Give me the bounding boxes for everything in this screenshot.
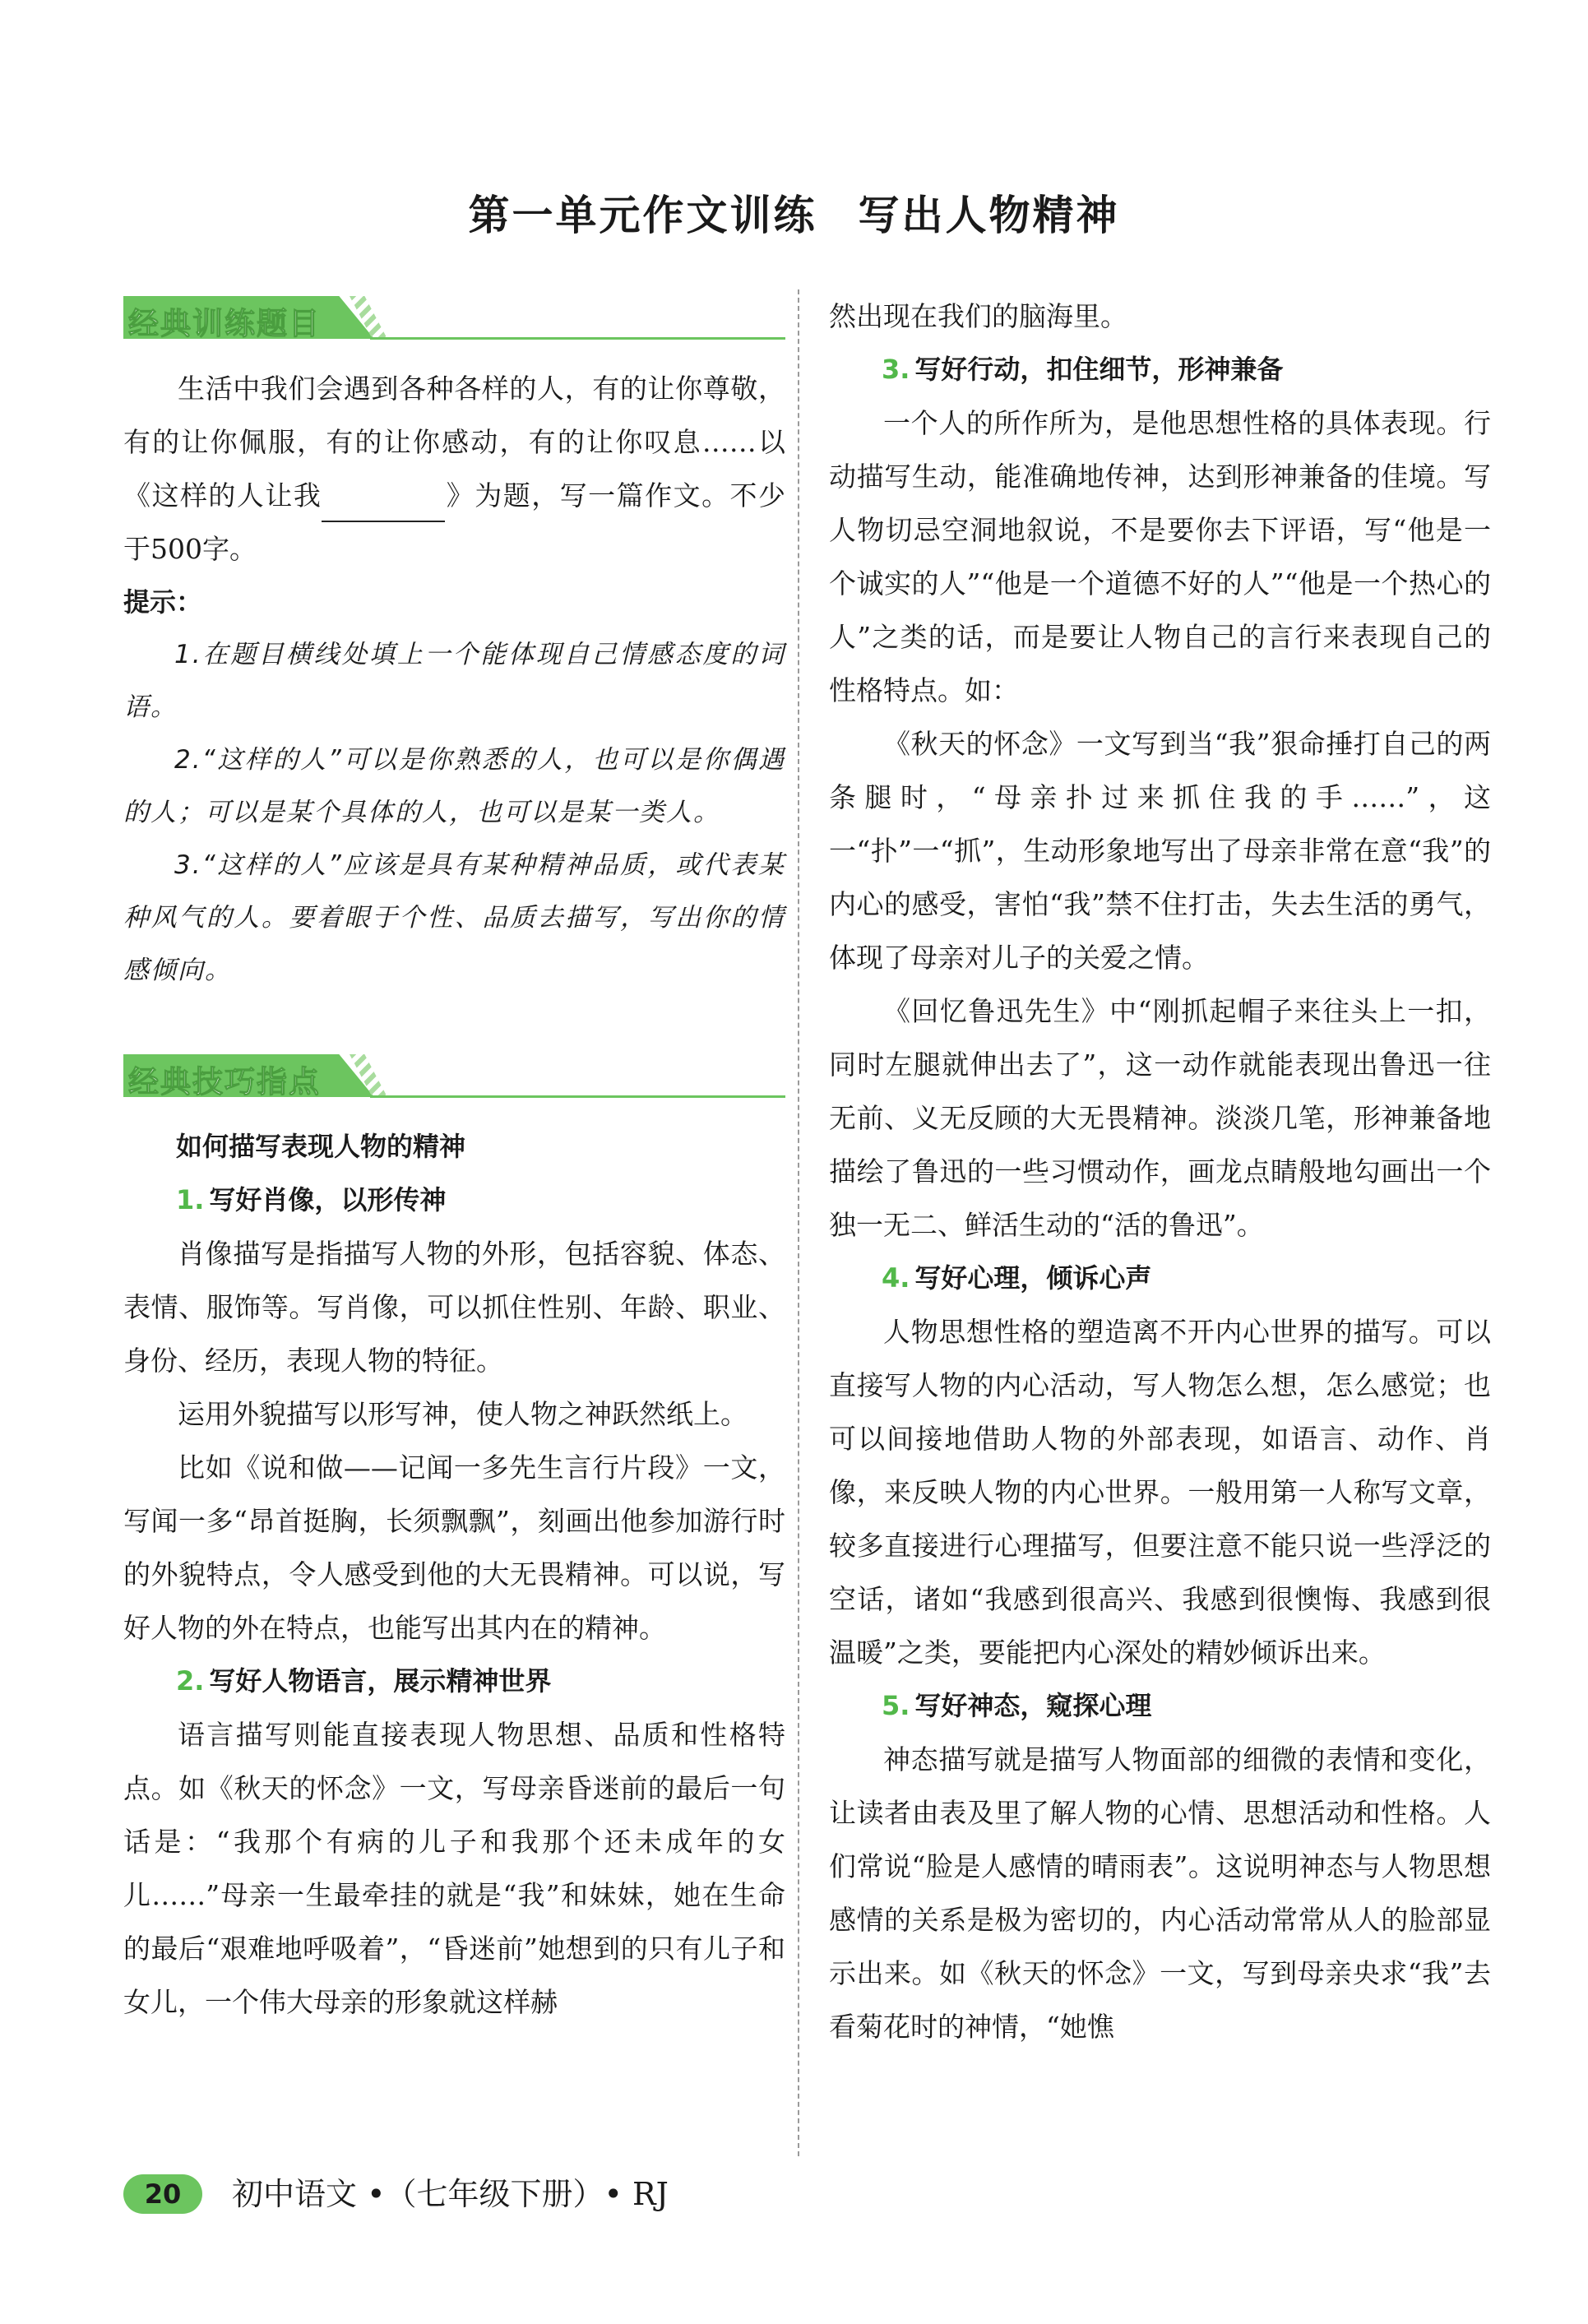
body-paragraph: 人物思想性格的塑造离不开内心世界的描写。可以直接写人物的内心活动，写人物怎么想，怎么感觉；也可以间接地借助人物的外部表现，如语言、动作、肖像，来反映人物的内心世界。一般用第一人称写文章，较多直接进行心理描写，但要注意不能只说一些浮泛的空话，诸如“我感到很高兴、我感到很懊悔、我感到很温暖”之类，要能把内心深处的精妙倾诉出来。: [829, 1316, 1491, 1669]
column-divider: [798, 289, 799, 2156]
section-header-text: 经典训练题目: [128, 306, 321, 341]
right-column: [829, 289, 1491, 2053]
body-paragraph: 运用外貌描写以形写神，使人物之神跃然纸上。: [178, 1398, 748, 1430]
subheading-5: 5. 写好神态，窥探心理: [882, 1690, 1152, 1721]
title-part1: 第一单元作文训练: [468, 191, 817, 239]
subheading-2: 2. 写好人物语言，展示精神世界: [176, 1665, 552, 1697]
body-paragraph-continued: 然出现在我们的脑海里。: [829, 300, 1127, 332]
main-heading: 如何描写表现人物的精神: [176, 1131, 466, 1162]
body-paragraph: 一个人的所作所为，是他思想性格的具体表现。行动描写生动，能准确地传神，达到形神兼备的佳境。写人物切忌空洞地叙说，不是要你去下评语，写“他是一个诚实的人”“他是一个道德不好的人”“他是一个热心的人”之类的话，而是要让人物自己的言行来表现自己的性格特点。如：: [829, 407, 1491, 706]
tip-item: 3.“这样的人”应该是具有某种精神品质，或代表某种风气的人。要着眼于个性、品质去描写，写出你的情感倾向。: [123, 850, 785, 985]
subheading-1: 1. 写好肖像，以形传神: [176, 1184, 447, 1215]
section-header-text: 经典技巧指点: [128, 1064, 321, 1100]
body-paragraph: 肖像描写是指描写人物的外形，包括容貌、体态、表情、服饰等。写肖像，可以抓住性别、年龄、职业、身份、经历，表现人物的特征。: [123, 1238, 785, 1377]
body-paragraph: 比如《说和做——记闻一多先生言行片段》一文，写闻一多“昂首挺胸，长须飘飘”，刻画出他参加游行时的外貌特点，令人感受到他的大无畏精神。可以说，写好人物的外在特点，也能写出其内在的精神。: [123, 1451, 785, 1644]
tip-item: 2.“这样的人”可以是你熟悉的人，也可以是你偶遇的人；可以是某个具体的人，也可以是某一类人。: [123, 745, 785, 827]
body-paragraph: 神态描写就是描写人物面部的细微的表情和变化，让读者由表及里了解人物的心情、思想活动和性格。人们常说“脸是人感情的晴雨表”。这说明神态与人物思想感情的关系是极为密切的，内心活动常常从人的脸部显示出来。如《秋天的怀念》一文，写到母亲央求“我”去看菊花时的神情，“她憔: [829, 1743, 1491, 2043]
page-number: 20: [123, 2174, 202, 2214]
tips-label: 提示：: [123, 586, 203, 618]
prompt-paragraph: 生活中我们会遇到各种各样的人，有的让你尊敬，有的让你佩服，有的让你感动，有的让你叹息……以《这样的人让我 》为题，写一篇作文。不少于500字。: [123, 373, 786, 565]
tip-item: 1.在题目横线处填上一个能体现自己情感态度的词语。: [123, 640, 785, 722]
subheading-3: 3. 写好行动，扣住细节，形神兼备: [882, 354, 1284, 385]
title-part2: 写出人物精神: [858, 191, 1120, 239]
fill-in-blank: [322, 496, 445, 522]
page-title: [0, 183, 1588, 242]
section-header-tips: [123, 1054, 785, 1104]
body-paragraph: 《秋天的怀念》一文写到当“我”狠命捶打自己的两条腿时，“母亲扑过来抓住我的手……”，这一“扑”一“抓”，生动形象地写出了母亲非常在意“我”的内心的感受，害怕“我”禁不住打击，失去生活的勇气，体现了母亲对儿子的关爱之情。: [829, 728, 1491, 974]
left-column: [123, 289, 785, 2029]
body-paragraph: 《回忆鲁迅先生》中“刚抓起帽子来往头上一扣，同时左腿就伸出去了”，这一动作就能表现出鲁迅一往无前、义无反顾的大无畏精神。淡淡几笔，形神兼备地描绘了鲁迅的一些习惯动作，画龙点睛般地勾画出一个独一无二、鲜活生动的“活的鲁迅”。: [829, 995, 1491, 1241]
body-paragraph: 语言描写则能直接表现人物思想、品质和性格特点。如《秋天的怀念》一文，写母亲昏迷前的最后一句话是：“我那个有病的儿子和我那个还未成年的女儿……”母亲一生最牵挂的就是“我”和妹妹，她在生命的最后“艰难地呼吸着”，“昏迷前”她想到的只有儿子和女儿，一个伟大母亲的形象就这样赫: [123, 1719, 785, 2018]
section-header-training: [123, 296, 785, 345]
book-title: 初中语文 •（七年级下册）• RJ: [232, 2176, 669, 2212]
subheading-4: 4. 写好心理，倾诉心声: [882, 1262, 1152, 1294]
